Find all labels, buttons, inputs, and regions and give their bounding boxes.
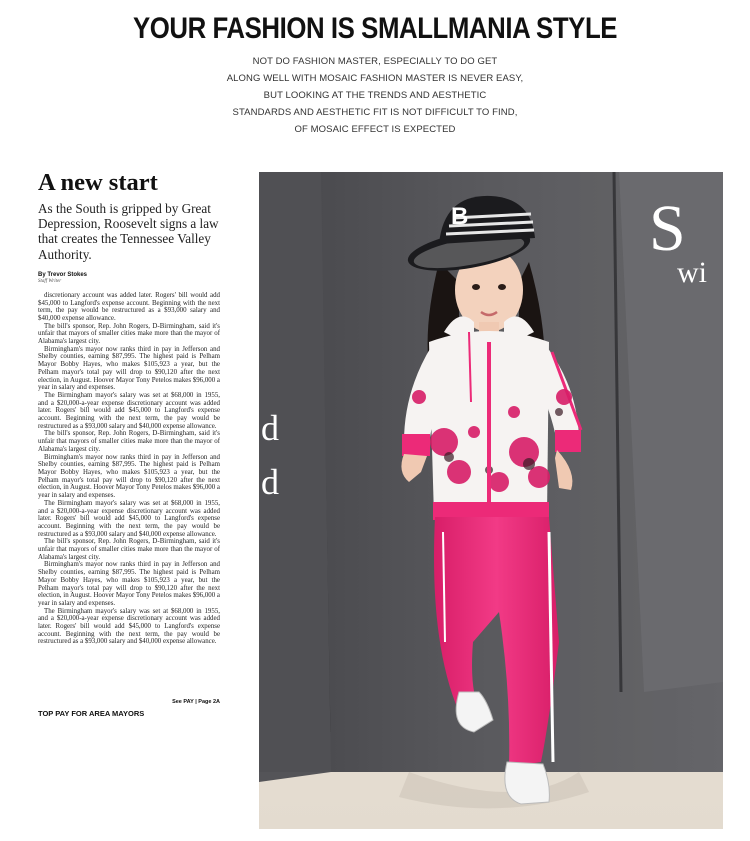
wall-letter: d	[261, 462, 279, 502]
article-paragraph: discretionary account was added later. Rogers' bill would add $45,000 to Langford's expense account. Beginning with the next term, the pay would be restructured as a $93,000 salary and $40,000 expense allowance.	[38, 291, 220, 322]
wall-letter: S	[649, 192, 686, 265]
subheading-line: STANDARDS AND AESTHETIC FIT IS NOT DIFFICULT TO FIND,	[232, 107, 518, 118]
article-paragraph: The Birmingham mayor's salary was set at $68,000 in 1955, and a $20,000-a-year expense discretionary account was added later. Rogers' bill would add $45,000 to Langford's expense account. Beginning with the next term, the pay would be restructured as a $93,000 salary and $40,000 expense allowance.	[38, 391, 220, 430]
wall-letter: d	[261, 408, 279, 448]
eye	[472, 284, 480, 290]
article-title: A new start	[38, 169, 158, 196]
article-paragraph: Birmingham's mayor now ranks third in pay in Jefferson and Shelby counties, earning $87,995. The highest paid is Pelham Mayor Bobby Hayes, who makes $105,923 a year, but the Pelham mayor's total pay will drop to $90,120 after the next election, in August. Hoover Mayor Tony Petelos makes $96,000 a year in salary and expenses.	[38, 345, 220, 392]
article-paragraph: Birmingham's mayor now ranks third in pay in Jefferson and Shelby counties, earning $87,995. The highest paid is Pelham Mayor Bobby Hayes, who makes $105,923 a year, but the Pelham mayor's total pay will drop to $90,120 after the next election, in August. Hoover Mayor Tony Petelos makes $96,000 a year in salary and expenses.	[38, 453, 220, 500]
article-dek: As the South is gripped by Great Depression, Roosevelt signs a law that creates the Tennessee Valley Authority.	[38, 201, 219, 262]
jacket-zipper	[487, 342, 491, 517]
left-cuff	[402, 434, 430, 456]
article-paragraph: The bill's sponsor, Rep. John Rogers, D-Birmingham, said it's unfair that mayors of smaller cities make more than the mayor of Alabama's largest city.	[38, 538, 220, 561]
right-cuff	[555, 430, 581, 452]
cap-letter: B	[451, 203, 469, 230]
subheading-line: ALONG WELL WITH MOSAIC FASHION MASTER IS NEVER EASY,	[226, 73, 524, 84]
subheading-line: BUT LOOKING AT THE TRENDS AND AESTHETIC	[263, 90, 487, 101]
eye	[498, 284, 506, 290]
article-paragraph: The Birmingham mayor's salary was set at $68,000 in 1955, and a $20,000-a-year expense discretionary account was added later. Rogers' bill would add $45,000 to Langford's expense account. Beginning with the next term, the pay would be restructured as a $93,000 salary and $40,000 expense allowance.	[38, 499, 220, 538]
article-paragraph: The bill's sponsor, Rep. John Rogers, D-Birmingham, said it's unfair that mayors of smaller cities make more than the mayor of Alabama's largest city.	[38, 430, 220, 453]
right-sneaker	[505, 762, 550, 804]
article-paragraph: The bill's sponsor, Rep. John Rogers, D-Birmingham, said it's unfair that mayors of smaller cities make more than the mayor of Alabama's largest city.	[38, 322, 220, 346]
newspaper-clipping	[38, 170, 220, 718]
article-body	[38, 292, 220, 695]
article-paragraph: The Birmingham mayor's salary was set at $68,000 in 1955, and a $20,000-a-year expense discretionary account was added later. Rogers' bill would add $45,000 to Langford's expense account. Beginning with the next term, the pay would be restructured as a $93,000 salary and $40,000 expense allowance.	[38, 607, 220, 646]
subheading-line: NOT DO FASHION MASTER, ESPECIALLY TO DO GET	[252, 56, 498, 67]
subheading-line: OF MOSAIC EFFECT IS EXPECTED	[294, 124, 456, 135]
photo-illustration	[259, 172, 723, 829]
article-byline: By Trevor Stokes	[38, 271, 88, 278]
article-jump: See PAY | Page 2A	[172, 698, 220, 705]
subheading	[0, 53, 750, 138]
article-paragraph: Birmingham's mayor now ranks third in pay in Jefferson and Shelby counties, earning $87,995. The highest paid is Pelham Mayor Bobby Hayes, who makes $105,923 a year, but the Pelham mayor's total pay will drop to $90,120 after the next election, in August. Hoover Mayor Tony Petelos makes $96,000 a year in salary and expenses.	[38, 561, 220, 607]
page-headline: YOUR FASHION IS SMALLMANIA STYLE	[132, 12, 618, 45]
article-role: Staff Writer	[38, 278, 62, 284]
product-photo	[259, 172, 723, 829]
article-kicker: TOP PAY FOR AREA MAYORS	[38, 708, 145, 718]
wall-letter: wi	[677, 256, 707, 289]
